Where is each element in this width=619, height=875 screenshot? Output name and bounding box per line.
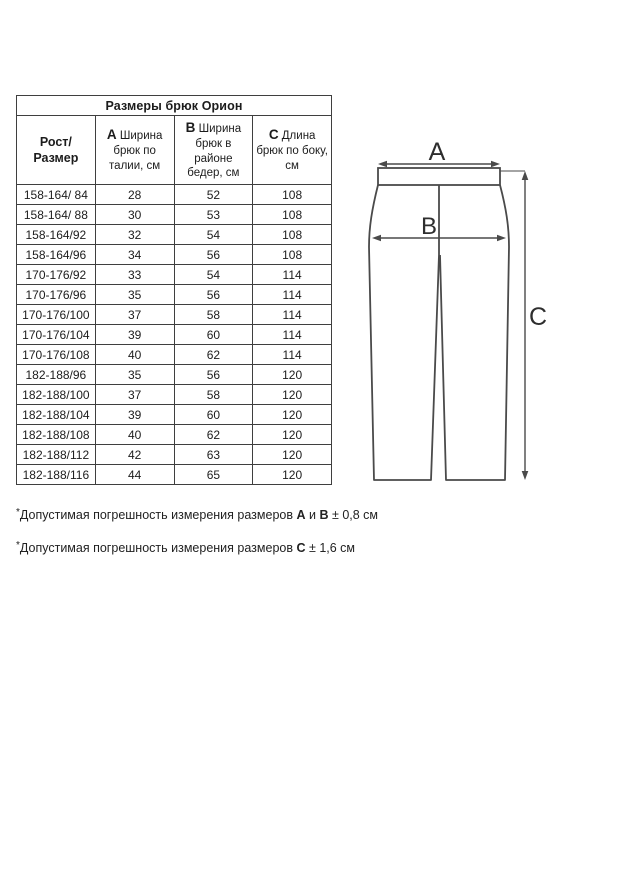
table-cell: 120 <box>253 405 332 425</box>
arrowhead-left-icon <box>372 235 381 242</box>
arrowhead-right-icon <box>497 235 506 242</box>
table-cell: 60 <box>174 405 253 425</box>
table-cell: 35 <box>95 365 174 385</box>
table-cell: 114 <box>253 325 332 345</box>
trousers-right-leg <box>440 185 509 480</box>
table-cell: 170-176/96 <box>17 285 96 305</box>
table-header-row <box>17 116 332 185</box>
dim-label-c: C <box>529 303 548 331</box>
table-row <box>17 325 332 345</box>
table-cell: 120 <box>253 365 332 385</box>
table-row <box>17 385 332 405</box>
table-row <box>17 465 332 485</box>
table-cell: 60 <box>174 325 253 345</box>
table-row <box>17 365 332 385</box>
arrowhead-left-icon <box>378 161 387 168</box>
table-cell: 39 <box>95 325 174 345</box>
table-cell: 40 <box>95 345 174 365</box>
table-cell: 120 <box>253 445 332 465</box>
table-cell: 33 <box>95 265 174 285</box>
table-cell: 170-176/104 <box>17 325 96 345</box>
table-cell: 182-188/116 <box>17 465 96 485</box>
table-cell: 170-176/92 <box>17 265 96 285</box>
table-row <box>17 405 332 425</box>
table-cell: 62 <box>174 425 253 445</box>
asterisk: * <box>16 507 20 518</box>
table-cell: 108 <box>253 245 332 265</box>
table-cell: 120 <box>253 425 332 445</box>
table-cell: 44 <box>95 465 174 485</box>
footnote-tolerance-c: *Допустимая погрешность измерения размеров C ± 1,6 см <box>16 540 356 555</box>
dim-label-a: A <box>428 138 446 166</box>
size-table <box>16 95 332 485</box>
table-cell: 182-188/108 <box>17 425 96 445</box>
table-cell: 158-164/ 88 <box>17 205 96 225</box>
table-cell: 158-164/92 <box>17 225 96 245</box>
arrowhead-up-icon <box>522 171 529 180</box>
table-cell: 56 <box>174 245 253 265</box>
table-cell: 114 <box>253 305 332 325</box>
table-cell: 39 <box>95 405 174 425</box>
table-title-row <box>17 96 332 116</box>
arrowhead-down-icon <box>522 471 529 480</box>
col-header-b: B Ширина брюк в районе бедер, см <box>174 116 253 185</box>
table-cell: 108 <box>253 185 332 205</box>
table-row <box>17 205 332 225</box>
table-row <box>17 225 332 245</box>
table-cell: 30 <box>95 205 174 225</box>
table-row <box>17 185 332 205</box>
table-cell: 114 <box>253 265 332 285</box>
table-cell: 65 <box>174 465 253 485</box>
table-row <box>17 425 332 445</box>
table-cell: 28 <box>95 185 174 205</box>
table-row <box>17 265 332 285</box>
table-cell: 120 <box>253 465 332 485</box>
table-cell: 42 <box>95 445 174 465</box>
table-cell: 182-188/100 <box>17 385 96 405</box>
col-header-a: A Ширина брюк по талии, см <box>95 116 174 185</box>
table-cell: 35 <box>95 285 174 305</box>
table-row <box>17 345 332 365</box>
asterisk: * <box>16 540 20 551</box>
table-cell: 54 <box>174 265 253 285</box>
table-cell: 56 <box>174 285 253 305</box>
table-cell: 62 <box>174 345 253 365</box>
arrowhead-right-icon <box>491 161 500 168</box>
table-cell: 37 <box>95 305 174 325</box>
table-cell: 108 <box>253 205 332 225</box>
trousers-diagram <box>358 133 570 495</box>
table-cell: 114 <box>253 285 332 305</box>
table-cell: 182-188/112 <box>17 445 96 465</box>
table-cell: 182-188/104 <box>17 405 96 425</box>
table-cell: 40 <box>95 425 174 445</box>
col-header-size: Рост/Размер <box>17 116 96 185</box>
table-cell: 158-164/96 <box>17 245 96 265</box>
table-cell: 108 <box>253 225 332 245</box>
table-cell: 182-188/96 <box>17 365 96 385</box>
table-row <box>17 245 332 265</box>
table-row <box>17 305 332 325</box>
table-cell: 158-164/ 84 <box>17 185 96 205</box>
table-cell: 56 <box>174 365 253 385</box>
table-cell: 53 <box>174 205 253 225</box>
table-cell: 58 <box>174 385 253 405</box>
table-title: Размеры брюк Орион <box>17 96 332 116</box>
table-cell: 170-176/100 <box>17 305 96 325</box>
table-cell: 63 <box>174 445 253 465</box>
table-cell: 114 <box>253 345 332 365</box>
table-cell: 37 <box>95 385 174 405</box>
dim-label-b: B <box>420 213 438 240</box>
waistband <box>378 168 500 185</box>
footnote-tolerance-ab: *Допустимая погрешность измерения размеров A и B ± 0,8 см <box>16 507 379 522</box>
table-row <box>17 445 332 465</box>
table-cell: 52 <box>174 185 253 205</box>
table-row <box>17 285 332 305</box>
col-header-c: C Длина брюк по боку, см <box>253 116 332 185</box>
table-cell: 32 <box>95 225 174 245</box>
table-cell: 120 <box>253 385 332 405</box>
table-cell: 34 <box>95 245 174 265</box>
table-cell: 170-176/108 <box>17 345 96 365</box>
table-cell: 54 <box>174 225 253 245</box>
table-cell: 58 <box>174 305 253 325</box>
